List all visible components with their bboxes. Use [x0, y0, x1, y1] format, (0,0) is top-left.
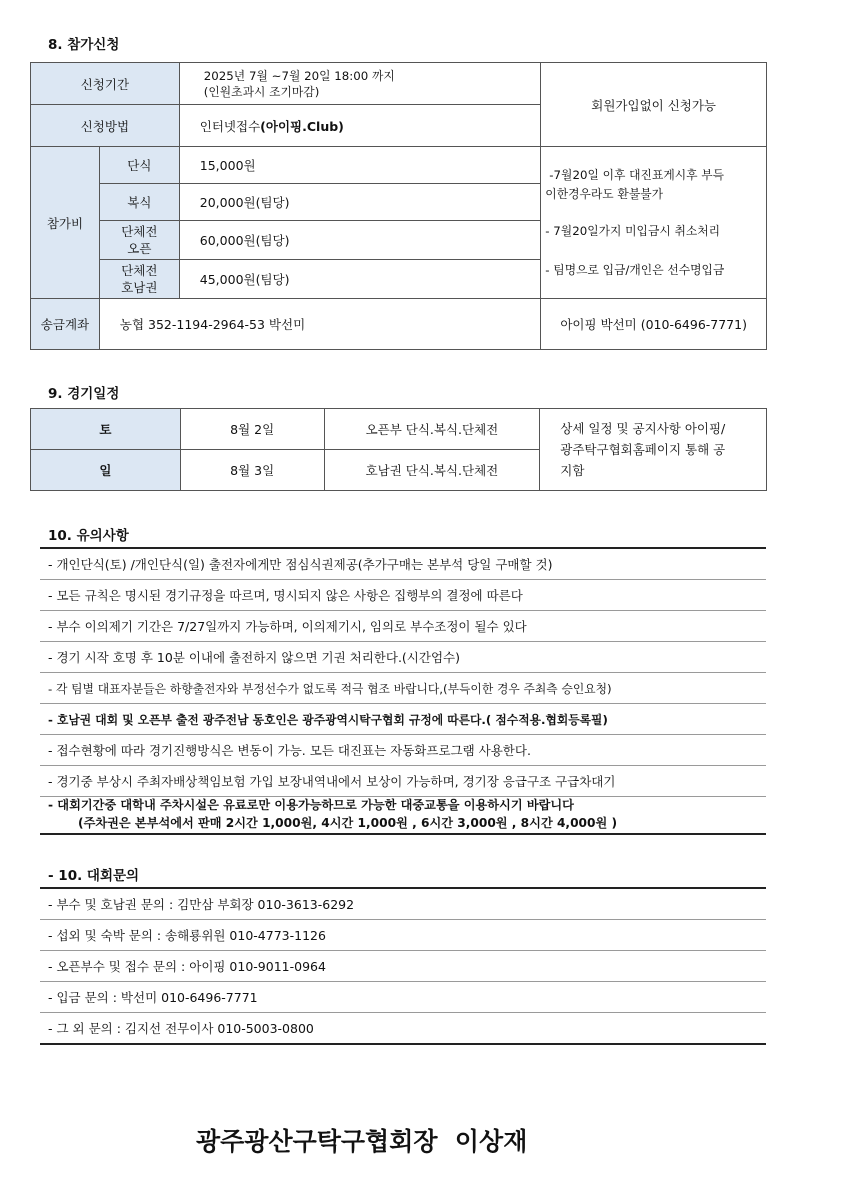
schedule-note-line3: 지함 — [560, 463, 585, 478]
schedule-note — [540, 409, 767, 491]
notice-text: - 각 팀별 대표자분들은 하향출전자와 부정선수가 없도록 적극 협조 바랍니다,(부득이한 경우 주최측 승인요청) — [48, 681, 612, 696]
period-line1: 2025년 7월 ~7월 20일 18:00 까지 — [203, 68, 395, 83]
schedule-event-1: 오픈부 단식.복식.단체전 — [324, 409, 540, 450]
schedule-note-line2: 광주탁구협회홈페이지 통해 공 — [560, 442, 726, 457]
notice-item — [40, 766, 766, 797]
notice-text: - 부수 이의제기 기간은 7/27일까지 가능하며, 이의제기시, 임의로 부수조정이 될수 있다 — [48, 619, 527, 634]
notice-item — [40, 704, 766, 735]
fee-type-4 — [99, 260, 179, 299]
parking-line2: (주차권은 본부석에서 판매 2시간 1,000원, 4시간 1,000원 , 6시간 3,000원 , 8시간 4,000원 ) — [78, 816, 618, 830]
fee-note-3: - 7월20일가지 미입금시 취소처리 — [545, 223, 721, 238]
fee-type-2: 복식 — [99, 184, 179, 221]
section-9-title: 9. 경기일정 — [48, 386, 120, 402]
fee-type-3-line2: 오픈 — [127, 241, 152, 256]
fee-type-3-line1: 단체전 — [121, 224, 158, 239]
method-value — [179, 105, 541, 147]
signature: 광주광산구탁구협회장 이상재 — [196, 1127, 528, 1156]
notice-text: - 개인단식(토) /개인단식(일) 출전자에게만 점심식권제공(추가구매는 본부석 당일 구매할 것) — [48, 557, 553, 572]
method-label: 신청방법 — [31, 105, 180, 147]
contact-section-title: - 10. 대회문의 — [48, 868, 140, 884]
schedule-day-1: 토 — [31, 409, 181, 450]
notice-text: - 모든 규칙은 명시된 경기규정을 따르며, 명시되지 않은 사항은 집행부의 결정에 따른다 — [48, 588, 523, 603]
account-value: 농협 352-1194-2964-53 박선미 — [99, 299, 540, 350]
fee-label: 참가비 — [31, 147, 100, 299]
contact-text: - 그 외 문의 : 김지선 전무이사 010-5003-0800 — [48, 1021, 314, 1036]
method-site: (아이핑.Club) — [260, 118, 344, 134]
period-line2: (인원초과시 조기마감) — [203, 84, 320, 99]
section-10-bottom-rule — [40, 833, 766, 835]
schedule-date-1: 8월 2일 — [180, 409, 324, 450]
fee-notes — [541, 147, 767, 299]
schedule-day-2: 일 — [31, 450, 181, 491]
notice-item — [40, 580, 766, 611]
schedule-date-2: 8월 3일 — [180, 450, 324, 491]
notice-item — [40, 611, 766, 642]
account-contact: 아이핑 박선미 (010-6496-7771) — [541, 299, 767, 350]
contact-item — [40, 982, 766, 1013]
notice-item — [40, 735, 766, 766]
fee-price-3: 60,000원(팀당) — [179, 221, 541, 260]
fee-type-3 — [99, 221, 179, 260]
contact-item — [40, 1013, 766, 1045]
fee-note-4: - 팀명으로 입금/개인은 선수명입금 — [545, 262, 725, 277]
notice-text-bold: - 호남권 대회 및 오픈부 출전 광주전남 동호인은 광주광역시탁구협회 규정에 따른다.( 점수적용.협회등록필) — [48, 712, 608, 727]
contact-item — [40, 920, 766, 951]
period-label: 신청기간 — [31, 63, 180, 105]
parking-notice — [48, 796, 766, 833]
fee-type-4-line1: 단체전 — [121, 263, 158, 278]
contact-item — [40, 951, 766, 982]
contact-text: - 오픈부수 및 접수 문의 : 아이핑 010-9011-0964 — [48, 959, 326, 974]
fee-price-2: 20,000원(팀당) — [179, 184, 541, 221]
account-label: 송금계좌 — [31, 299, 100, 350]
section-8-title: 8. 참가신청 — [48, 37, 120, 53]
notice-text: - 경기중 부상시 주최자배상책임보험 가입 보장내역내에서 보상이 가능하며, 경기장 응급구조 구급차대기 — [48, 774, 616, 789]
method-prefix: 인터넷접수 — [199, 118, 261, 134]
registration-table — [30, 62, 767, 350]
member-note: 회원가입없이 신청가능 — [541, 63, 767, 147]
notice-text: - 접수현황에 따라 경기진행방식은 변동이 가능. 모든 대진표는 자동화프로그램 사용한다. — [48, 743, 531, 758]
fee-type-1: 단식 — [99, 147, 179, 184]
period-value — [179, 63, 541, 105]
contact-text: - 섭외 및 숙박 문의 : 송해룡위원 010-4773-1126 — [48, 928, 326, 943]
schedule-event-2: 호남권 단식.복식.단체전 — [324, 450, 540, 491]
notice-text: - 경기 시작 호명 후 10분 이내에 출전하지 않으면 기권 처리한다.(시간엄수) — [48, 650, 460, 665]
notice-item — [40, 642, 766, 673]
contact-text: - 부수 및 호남권 문의 : 김만삼 부회장 010-3613-6292 — [48, 897, 355, 912]
contact-text: - 입금 문의 : 박선미 010-6496-7771 — [48, 990, 258, 1005]
notice-item — [40, 673, 766, 704]
notice-item — [40, 549, 766, 580]
parking-line1: - 대회기간중 대학내 주차시설은 유료로만 이용가능하므로 가능한 대중교통을 이용하시기 바랍니다 — [48, 798, 574, 812]
schedule-table — [30, 408, 767, 491]
fee-note-2: 이한경우라도 환불불가 — [545, 186, 664, 201]
section-10-title: 10. 유의사항 — [48, 528, 129, 544]
schedule-note-line1: 상세 일정 및 공지사항 아이핑/ — [560, 421, 726, 436]
fee-type-4-line2: 호남권 — [121, 280, 158, 295]
fee-price-4: 45,000원(팀당) — [179, 260, 541, 299]
fee-note-1: -7월20일 이후 대진표게시후 부득 — [549, 167, 725, 182]
fee-price-1: 15,000원 — [179, 147, 541, 184]
contact-item — [40, 889, 766, 920]
